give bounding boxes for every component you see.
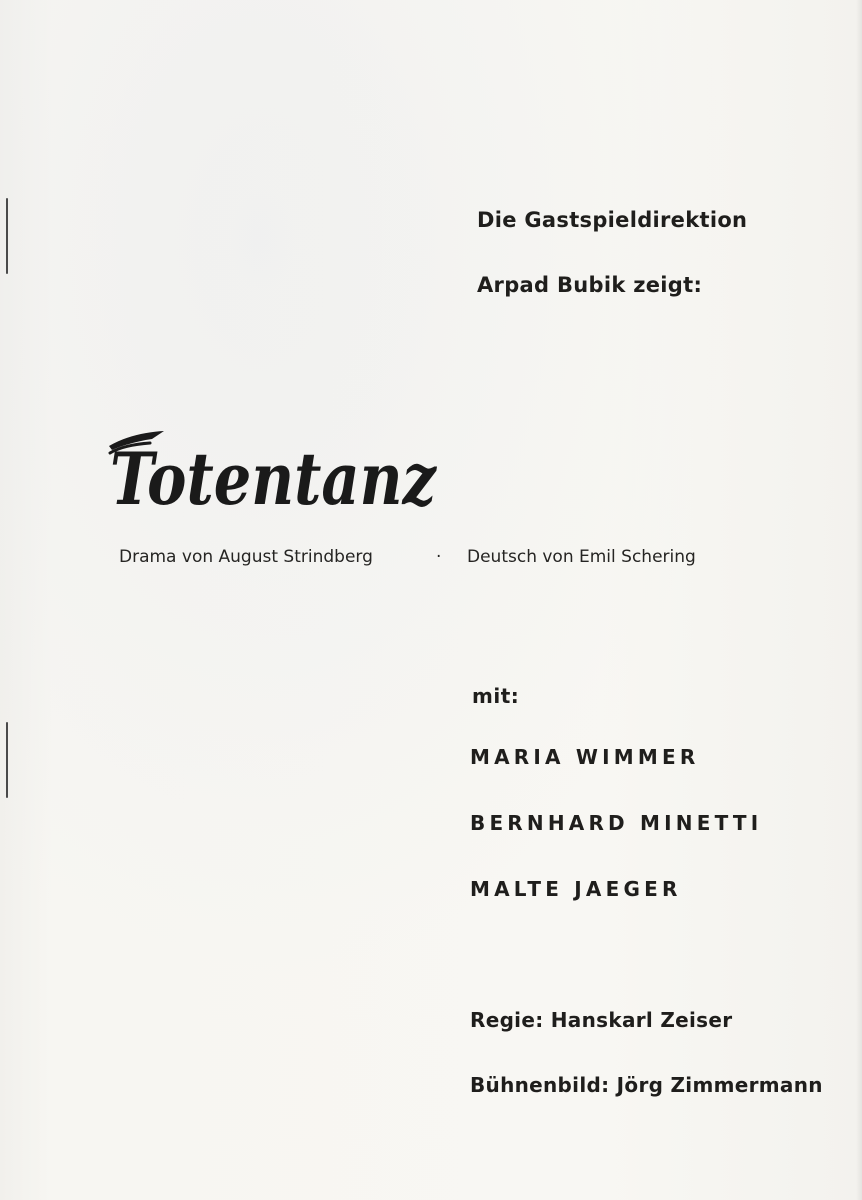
play-title (106, 422, 441, 522)
stage-design-credit: Bühnenbild: Jörg Zimmermann (470, 1073, 823, 1097)
staple-top (6, 198, 8, 274)
subtitle-separator: · (436, 547, 442, 567)
title-text: Totentanz (110, 436, 438, 521)
presenter-line-2: Arpad Bubik zeigt: (477, 273, 703, 297)
director-credit: Regie: Hanskarl Zeiser (470, 1008, 733, 1032)
cast-member: BERNHARD MINETTI (470, 811, 763, 835)
cast-member: MARIA WIMMER (470, 745, 700, 769)
presenter-line-1: Die Gastspieldirektion (477, 208, 748, 232)
translator-credit: Deutsch von Emil Schering (467, 547, 696, 567)
page-edge-shadow (856, 0, 862, 1200)
staple-bottom (6, 722, 8, 798)
cast-member: MALTE JAEGER (470, 877, 682, 901)
cast-intro: mit: (472, 684, 520, 708)
author-credit: Drama von August Strindberg (119, 547, 373, 567)
